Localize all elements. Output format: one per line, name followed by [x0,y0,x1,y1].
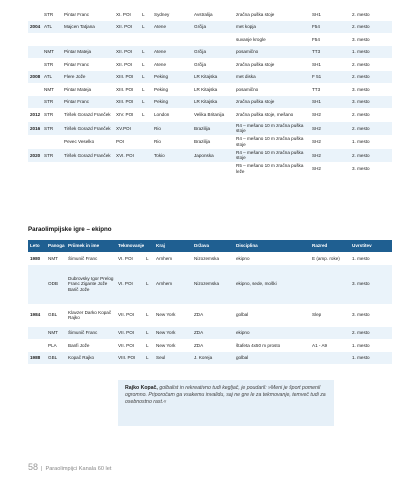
cell-year [28,8,42,21]
cell-event: zračna puška stoje, mešano [236,112,294,118]
cell-country: ZDA [194,312,204,318]
cell-year [28,162,42,176]
cell-class: A1 - A9 [312,342,328,348]
table-row [28,46,392,59]
cell-games: VII. POI [118,330,135,336]
cell-result-code: L [146,330,149,336]
cell-year [28,339,46,352]
cell-result-code [140,33,152,46]
cell-year [28,135,42,149]
cell-result-code [140,122,152,136]
table-row [28,108,392,122]
cell-year: 2016 [30,125,41,131]
cell-athlete: Pintar Franc [64,99,90,105]
table-row [28,71,392,84]
cell-result-code [140,135,152,149]
quote-separator: , [156,385,158,391]
cell-games: VI. POI [118,255,133,261]
page-number: 58 [28,462,39,472]
cell-games: VIII. POI [118,355,136,361]
cell-country: ZDA [194,342,204,348]
quote-box [118,380,334,426]
cell-class: F54 [312,24,320,30]
cell-place: 2. mesto [352,125,370,131]
cell-athlete: Kopač Rajko [68,355,95,361]
cell-result-code: L [146,355,149,361]
cell-year [28,265,46,304]
cell-place: 3. mesto [352,312,370,318]
cell-city: Arnhem [156,281,173,287]
cell-discipline: NMT [48,330,58,336]
table-row [28,252,392,265]
cell-city: Atene [154,49,167,55]
footer-text: Paraolimpijci Kanala 60 let [45,466,112,472]
header-class: Razred [312,243,328,249]
cell-city: Atene [154,24,167,30]
cell-event: zračna puška stoje [236,11,275,17]
header-place: Uvrstitev [352,243,372,249]
cell-discipline: STR [44,152,54,158]
cell-athlete [62,162,114,176]
header-event: Disciplina [236,243,258,249]
cell-year [28,33,42,46]
cell-city: Peking [154,86,169,92]
cell-event: ekipno [236,255,250,261]
cell-athlete: Majcen Tatjana [64,24,95,30]
header-country: Država [194,243,210,249]
cell-year [28,58,42,71]
table-row [28,162,392,176]
cell-athlete: Tiršek Gorazd Franček [64,112,111,118]
cell-class: SH2 [312,125,321,131]
cell-country: LR Kitajska [194,99,218,105]
cell-class: E (amp. roke) [312,255,340,261]
cell-year [28,96,42,109]
cell-games: XIII. POI [116,99,134,105]
results-table [28,8,392,176]
cell-class: SH2 [312,166,321,172]
cell-event: R4 – mešano 10 m zračna puška stoje [236,136,304,147]
cell-games: VII. POI [118,312,135,318]
cell-result-code: L [146,281,149,287]
cell-place: 1. mesto [352,355,370,361]
cell-athlete [62,33,114,46]
cell-athlete: Dubrovsky Igor Prelog Franc Zigante Jože Barič Jože [68,275,114,292]
cell-discipline [42,135,62,149]
table-row [28,96,392,109]
cell-city: Seul [156,355,166,361]
cell-country: Grčija [194,24,206,30]
cell-athlete: Flere Jože [64,74,86,80]
cell-athlete: Tiršek Gorazd Franček [64,125,111,131]
cell-country: Grčija [194,49,206,55]
cell-country: Brazilija [194,125,211,131]
cell-games: XIII. POI [116,86,134,92]
cell-discipline: NMT [44,49,54,55]
cell-class: F 51 [312,74,322,80]
cell-athlete: Šimunič Franc [68,330,98,336]
cell-games: VI. POI [118,281,133,287]
cell-result-code: L [142,86,145,92]
cell-place: 3. mesto [352,166,370,172]
cell-discipline: STR [44,61,54,67]
cell-event: golbal [236,355,249,361]
cell-discipline [42,162,62,176]
cell-games: XIV. POI [116,112,134,118]
cell-games: XI. POI [116,11,131,17]
cell-discipline: PLA [48,342,57,348]
cell-year: 1988 [30,355,41,361]
cell-games: XIII. POI [116,74,134,80]
cell-class: TT3 [312,49,321,55]
cell-result-code: L [142,74,145,80]
cell-city: New York [156,312,176,318]
cell-result-code: L [142,61,145,67]
cell-games: XII. POI [116,61,133,67]
cell-class: SH1 [312,11,321,17]
table-header-row [28,240,392,252]
cell-class [310,265,350,304]
footer-separator: | [41,466,43,472]
cell-year: 1980 [30,255,41,261]
cell-place: 3. mesto [352,99,370,105]
cell-discipline: NMT [48,255,58,261]
cell-games: XII. POI [116,24,133,30]
cell-games [114,162,140,176]
cell-place: 1. mesto [352,255,370,261]
cell-event: met kopja [236,24,256,30]
cell-place: 2. mesto [352,74,370,80]
table-row [28,265,392,304]
cell-class: SH2 [312,112,321,118]
page-footer [28,462,111,472]
cell-discipline: GBL [48,355,58,361]
cell-games: XV.POI [116,125,131,131]
cell-result-code: L [146,255,149,261]
cell-result-code [140,149,152,163]
table-row [28,58,392,71]
cell-city: New York [156,342,176,348]
cell-country: LR Kitajska [194,74,218,80]
cell-class [310,327,350,340]
cell-athlete: Pintar Mateja [64,49,92,55]
table-row [28,327,392,340]
header-name: Priimek in ime [68,243,100,249]
table-row [28,33,392,46]
table-row [28,8,392,21]
cell-athlete: Pintar Mateja [64,86,92,92]
cell-place: 2. mesto [352,11,370,17]
cell-place: 3. mesto [352,281,370,287]
cell-place: 1. mesto [352,139,370,145]
cell-games: POI [116,139,124,145]
cell-discipline: GBL [48,312,58,318]
cell-event: ekipno [236,330,250,336]
cell-discipline [42,33,62,46]
cell-country: Brazilija [194,139,211,145]
cell-year: 2020 [30,152,41,158]
cell-result-code: L [142,24,145,30]
cell-place: 1. mesto [352,342,370,348]
cell-discipline: ATL [44,24,53,30]
cell-athlete: Pevec Veselko [64,139,95,145]
cell-event: suvanje krogle [236,36,266,42]
cell-city: Rio [154,139,161,145]
cell-event: R4 – mešano 10 m zračna puška stoje [236,122,304,134]
cell-athlete: Tiršek Gorazd Franček [64,152,111,158]
cell-year [28,83,42,96]
cell-city [152,162,192,176]
cell-result-code: L [142,99,145,105]
cell-year: 1984 [30,312,41,318]
cell-place: 1. mesto [352,49,370,55]
cell-discipline: ODB [48,281,58,287]
cell-place: 2. mesto [352,152,370,158]
cell-event: štafeta 4x50 m prosto [236,342,281,348]
cell-athlete: Banfi Jože [68,342,90,348]
cell-discipline: STR [44,125,54,131]
cell-result-code: L [146,342,149,348]
cell-result-code: L [146,312,149,318]
cell-games [114,33,140,46]
cell-discipline: ATL [44,74,53,80]
cell-city: Tokio [154,152,165,158]
cell-city: Atene [154,61,167,67]
quote-text: golbalist in rekreativno tudi kegljač, je poudaril: »Meni je šport pomenil ogromno. Priporočam ga vsakemu invalidu, saj ne gre le za tekmovanje, temveč tudi za osebnostno rast.« [125,385,326,405]
cell-place: 2. mesto [352,61,370,67]
cell-games: XVI. POI [116,152,134,158]
cell-games: VII. POI [118,342,135,348]
cell-athlete: Pintar Franc [64,61,90,67]
header-year: Leto [30,243,40,249]
cell-place: 2. mesto [352,24,370,30]
cell-event: zračna puška stoje [236,99,275,105]
cell-country: J. Koreja [194,355,213,361]
cell-event: posamično [236,86,259,92]
cell-discipline: NMT [44,86,54,92]
team-results-table [28,240,392,364]
cell-result-code: L [142,49,145,55]
cell-class: TT3 [312,86,321,92]
cell-country: Nizozemska [194,281,220,287]
cell-class: SH2 [312,152,321,158]
cell-place: 2. mesto [352,330,370,336]
cell-city: New York [156,330,176,336]
cell-result-code: L [142,11,145,17]
cell-event: R5 – mešano 10 m zračna puška leže [236,163,304,174]
cell-year [28,327,46,340]
cell-place: 2. mesto [352,112,370,118]
header-city: Kraj [156,243,165,249]
cell-class: SH1 [312,99,321,105]
cell-country: Nizozemska [194,255,220,261]
cell-city [152,33,192,46]
cell-place: 3. mesto [352,86,370,92]
cell-country: Avstralija [194,11,213,17]
cell-discipline: STR [44,112,54,118]
cell-country: LR Kitajska [194,86,218,92]
table-row [28,83,392,96]
cell-year: 2004 [30,24,41,30]
quote-author: Rajko Kopač [125,385,157,391]
cell-event: zračna puška stoje [236,61,275,67]
header-games: Tekmovanje [118,243,145,249]
cell-result-code [140,162,152,176]
cell-discipline: STR [44,99,54,105]
cell-city: Peking [154,99,169,105]
cell-class: SH1 [312,61,321,67]
cell-class [310,352,350,365]
cell-country [192,162,234,176]
cell-athlete: Pintar Franc [64,11,90,17]
table-row [28,352,392,365]
cell-year: 2008 [30,74,41,80]
cell-country [192,33,234,46]
cell-event: posamično [236,49,259,55]
cell-athlete: Klavzer Darko Kopač Rajko [68,309,112,320]
table-row [28,122,392,136]
cell-city: Arnhem [156,255,173,261]
cell-country: Japonska [194,152,214,158]
cell-country: ZDA [194,330,204,336]
cell-event: ekipno, sede, moški [236,281,277,287]
table-row [28,339,392,352]
cell-year: 2012 [30,112,41,118]
cell-city: Sydney [154,11,170,17]
cell-city: Rio [154,125,161,131]
cell-country: Velika Britanija [194,112,225,118]
table-row [28,135,392,149]
cell-country: Grčija [194,61,206,67]
cell-result-code: L [142,112,145,118]
cell-place: 3. mesto [352,36,370,42]
table-row [28,21,392,34]
cell-discipline: STR [44,11,54,17]
cell-event: met diska [236,74,256,80]
section-title: Paraolimpijske igre – ekipno [28,226,112,233]
cell-year [28,46,42,59]
cell-class: F54 [312,36,320,42]
cell-event: golbal [236,312,249,318]
cell-city: Peking [154,74,169,80]
cell-games: XII. POI [116,49,133,55]
table-row [28,149,392,163]
cell-class: Slep [312,312,322,318]
cell-event: R4 – mešano 10 m zračna puška stoje [236,149,304,161]
header-discipline: Panoga [48,243,65,249]
cell-city: London [154,112,170,118]
cell-class: SH2 [312,139,321,145]
cell-athlete: Šimunič Franc [68,255,98,261]
table-row [28,304,392,327]
